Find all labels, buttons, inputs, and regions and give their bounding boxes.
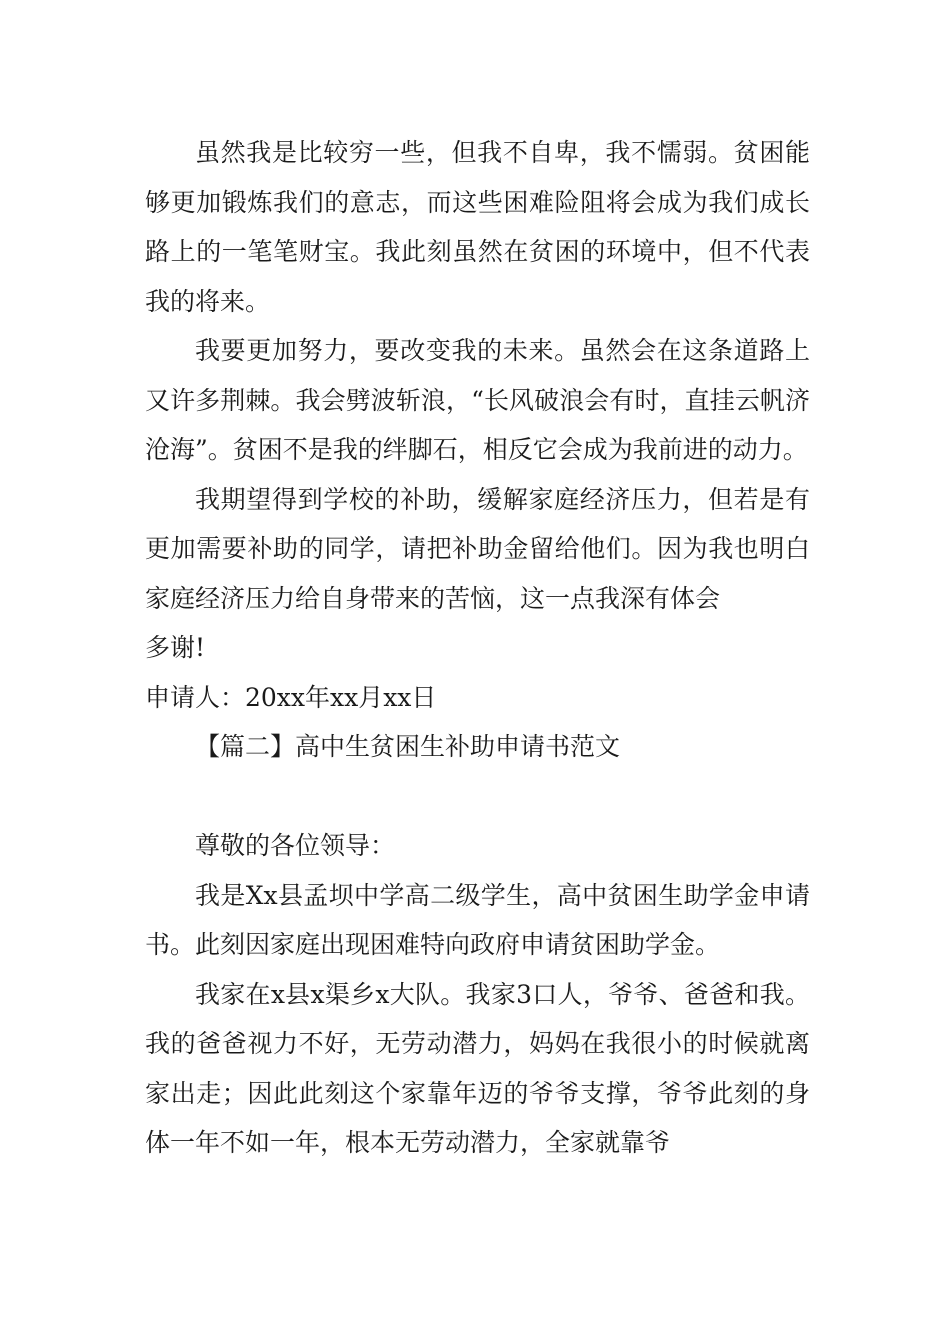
body-paragraph: 我要更加努力，要改变我的未来。虽然会在这条道路上又许多荆棘。我会劈波斩浪，“长风破浪会有时，直挂云帆济沧海”。贫困不是我的绊脚石，相反它会成为我前进的动力。	[145, 336, 810, 464]
signature-line: 申请人：20xx年xx月xx日	[145, 682, 437, 712]
salutation: 尊敬的各位领导：	[195, 831, 396, 860]
document-page	[145, 128, 810, 1168]
thanks-line: 多谢!	[145, 633, 206, 662]
body-paragraph: 我家在x县x渠乡x大队。我家3口人，爷爷、爸爸和我。我的爸爸视力不好，无劳动潜力，妈妈在我很小的时候就离家出走；因此此刻这个家靠年迈的爷爷支撑，爷爷此刻的身体一年不如一年，根本无劳动潜力，全家就靠爷	[145, 979, 810, 1157]
body-paragraph: 虽然我是比较穷一些，但我不自卑，我不懦弱。贫困能够更加锻炼我们的意志，而这些困难险阻将会成为我们成长路上的一笔笔财宝。我此刻虽然在贫困的环境中，但不代表我的将来。	[145, 138, 810, 316]
section-heading: 【篇二】高中生贫困生补助申请书范文	[195, 732, 621, 761]
body-paragraph: 我是Xx县孟坝中学高二级学生，高中贫困生助学金申请书。此刻因家庭出现困难特向政府申请贫困助学金。	[145, 880, 810, 959]
body-paragraph: 我期望得到学校的补助，缓解家庭经济压力，但若是有更加需要补助的同学，请把补助金留给他们。因为我也明白家庭经济压力给自身带来的苦恼，这一点我深有体会	[145, 484, 810, 613]
